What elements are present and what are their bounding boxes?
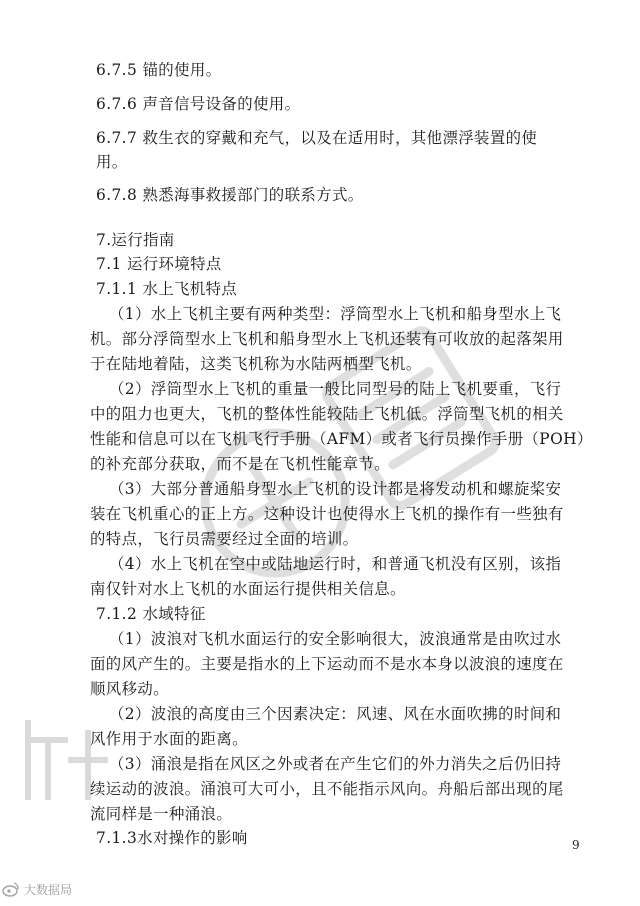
paragraph-line: （1）水上飞机主要有两种类型：浮筒型水上飞机和船身型水上飞 [109,305,562,323]
section-heading-7: 7.运行指南 [96,231,175,249]
paragraph-line: 的补充部分获取，而不是在飞机性能章节。 [90,455,391,473]
paragraph-line: （2）波浪的高度由三个因素决定：风速、风在水面吹拂的时间和 [109,705,562,723]
paragraph-line: 顺风移动。 [90,680,169,698]
text-line-item-675: 6.7.5 锚的使用。 [96,61,222,79]
paragraph-line: 性能和信息可以在飞机飞行手册（AFM）或者飞行员操作手册（POH） [90,430,593,448]
paragraph-line: 中的阻力也更大，飞机的整体性能较陆上飞机低。浮筒型飞机的相关 [90,405,564,423]
paragraph-line: 面的风产生的。主要是指水的上下运动而不是水本身以波浪的速度在 [90,655,564,673]
section-heading-7-1-2: 7.1.2 水域特征 [96,605,206,623]
paragraph-line: 风作用于水面的距离。 [90,730,248,748]
paragraph-line: 南仅针对水上飞机的水面运行提供相关信息。 [90,580,406,598]
section-heading-7-1-1: 7.1.1 水上飞机特点 [96,280,238,298]
footer-logo-text: 大数据局 [24,882,73,897]
section-heading-7-1: 7.1 运行环境特点 [96,255,222,273]
paragraph-line: 装在飞机重心的正上方。这种设计也使得水上飞机的操作有一些独有 [90,505,564,523]
paragraph-line: （3）涌浪是指在风区之外或者在产生它们的外力消失之后仍旧持 [109,755,562,773]
paragraph-line: 机。部分浮筒型水上飞机和船身型水上飞机还装有可收放的起落架用 [90,330,564,348]
paragraph-line: 续运动的波浪。涌浪可大可小，且不能指示风向。舟船后部出现的尾 [90,780,564,798]
paragraph-line: 流同样是一种涌浪。 [90,805,233,823]
paragraph-line: 的特点，飞行员需要经过全面的培训。 [90,530,359,548]
paragraph-line: （4）水上飞机在空中或陆地运行时，和普通飞机没有区别，该指 [109,555,562,573]
paragraph-line: 于在陆地着陆，这类飞机称为水陆两栖型飞机。 [90,355,422,373]
text-line-item-677: 6.7.7 救生衣的穿戴和充气，以及在适用时，其他漂浮装置的使 [96,129,538,147]
weibo-icon [2,881,20,897]
text-line-continuation: 用。 [96,153,128,171]
section-heading-7-1-3: 7.1.3水对操作的影响 [96,829,248,847]
paragraph-line: （2）浮筒型水上飞机的重量一般比同型号的陆上飞机要重，飞行 [109,380,562,398]
text-line-item-676: 6.7.6 声音信号设备的使用。 [96,95,301,113]
paragraph-line: （3）大部分普通船身型水上飞机的设计都是将发动机和螺旋桨安 [109,480,562,498]
page-number: 9 [572,838,580,852]
text-line-item-678: 6.7.8 熟悉海事救援部门的联系方式。 [96,186,364,204]
footer-source-logo [2,876,72,902]
paragraph-line: （1）波浪对飞机水面运行的安全影响很大，波浪通常是由吹过水 [109,630,562,648]
